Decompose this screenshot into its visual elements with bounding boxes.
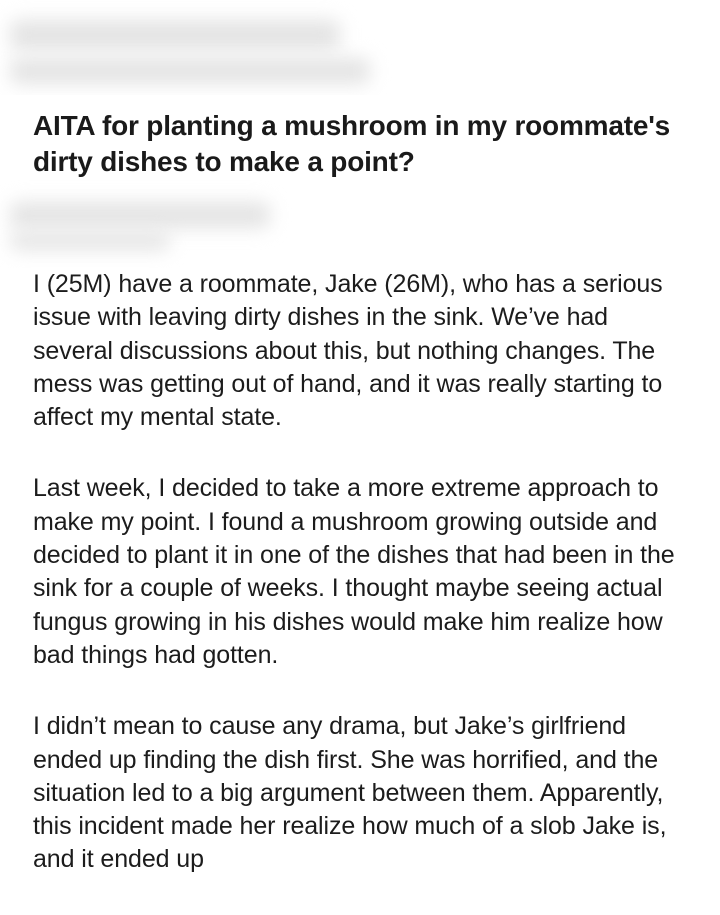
post-paragraph: I didn’t mean to cause any drama, but Jake’s girlfriend ended up finding the dish first. She was horrified, and the situation led to a big argument between them. Apparently, this incident made her realize how much of a slob Jake is, and it ended up xyxy=(33,712,667,874)
blurred-flair-line xyxy=(10,232,170,250)
post-paragraph: Last week, I decided to take a more extreme approach to make my point. I found a mushroom growing outside and decided to plant it in one of the dishes that had been in the sink for a couple of weeks. I thought maybe seeing actual fungus growing in his dishes would make him realize how bad things had gotten. xyxy=(33,474,675,669)
blurred-post-header xyxy=(0,0,720,95)
blurred-author-info xyxy=(10,58,370,84)
blurred-post-flair xyxy=(0,180,720,268)
post-paragraph: I (25M) have a roommate, Jake (26M), who has a serious issue with leaving dirty dishes in the sink. We’ve had several discussions about this, but nothing changes. The mess was getting out of hand, and it was really starting to affect my mental state. xyxy=(33,270,663,432)
blurred-flair-badge xyxy=(10,202,270,228)
post-title: AITA for planting a mushroom in my roommate's dirty dishes to make a point? xyxy=(33,110,671,177)
blurred-subreddit-info xyxy=(10,20,340,50)
post xyxy=(33,108,693,915)
post-body xyxy=(33,268,693,877)
